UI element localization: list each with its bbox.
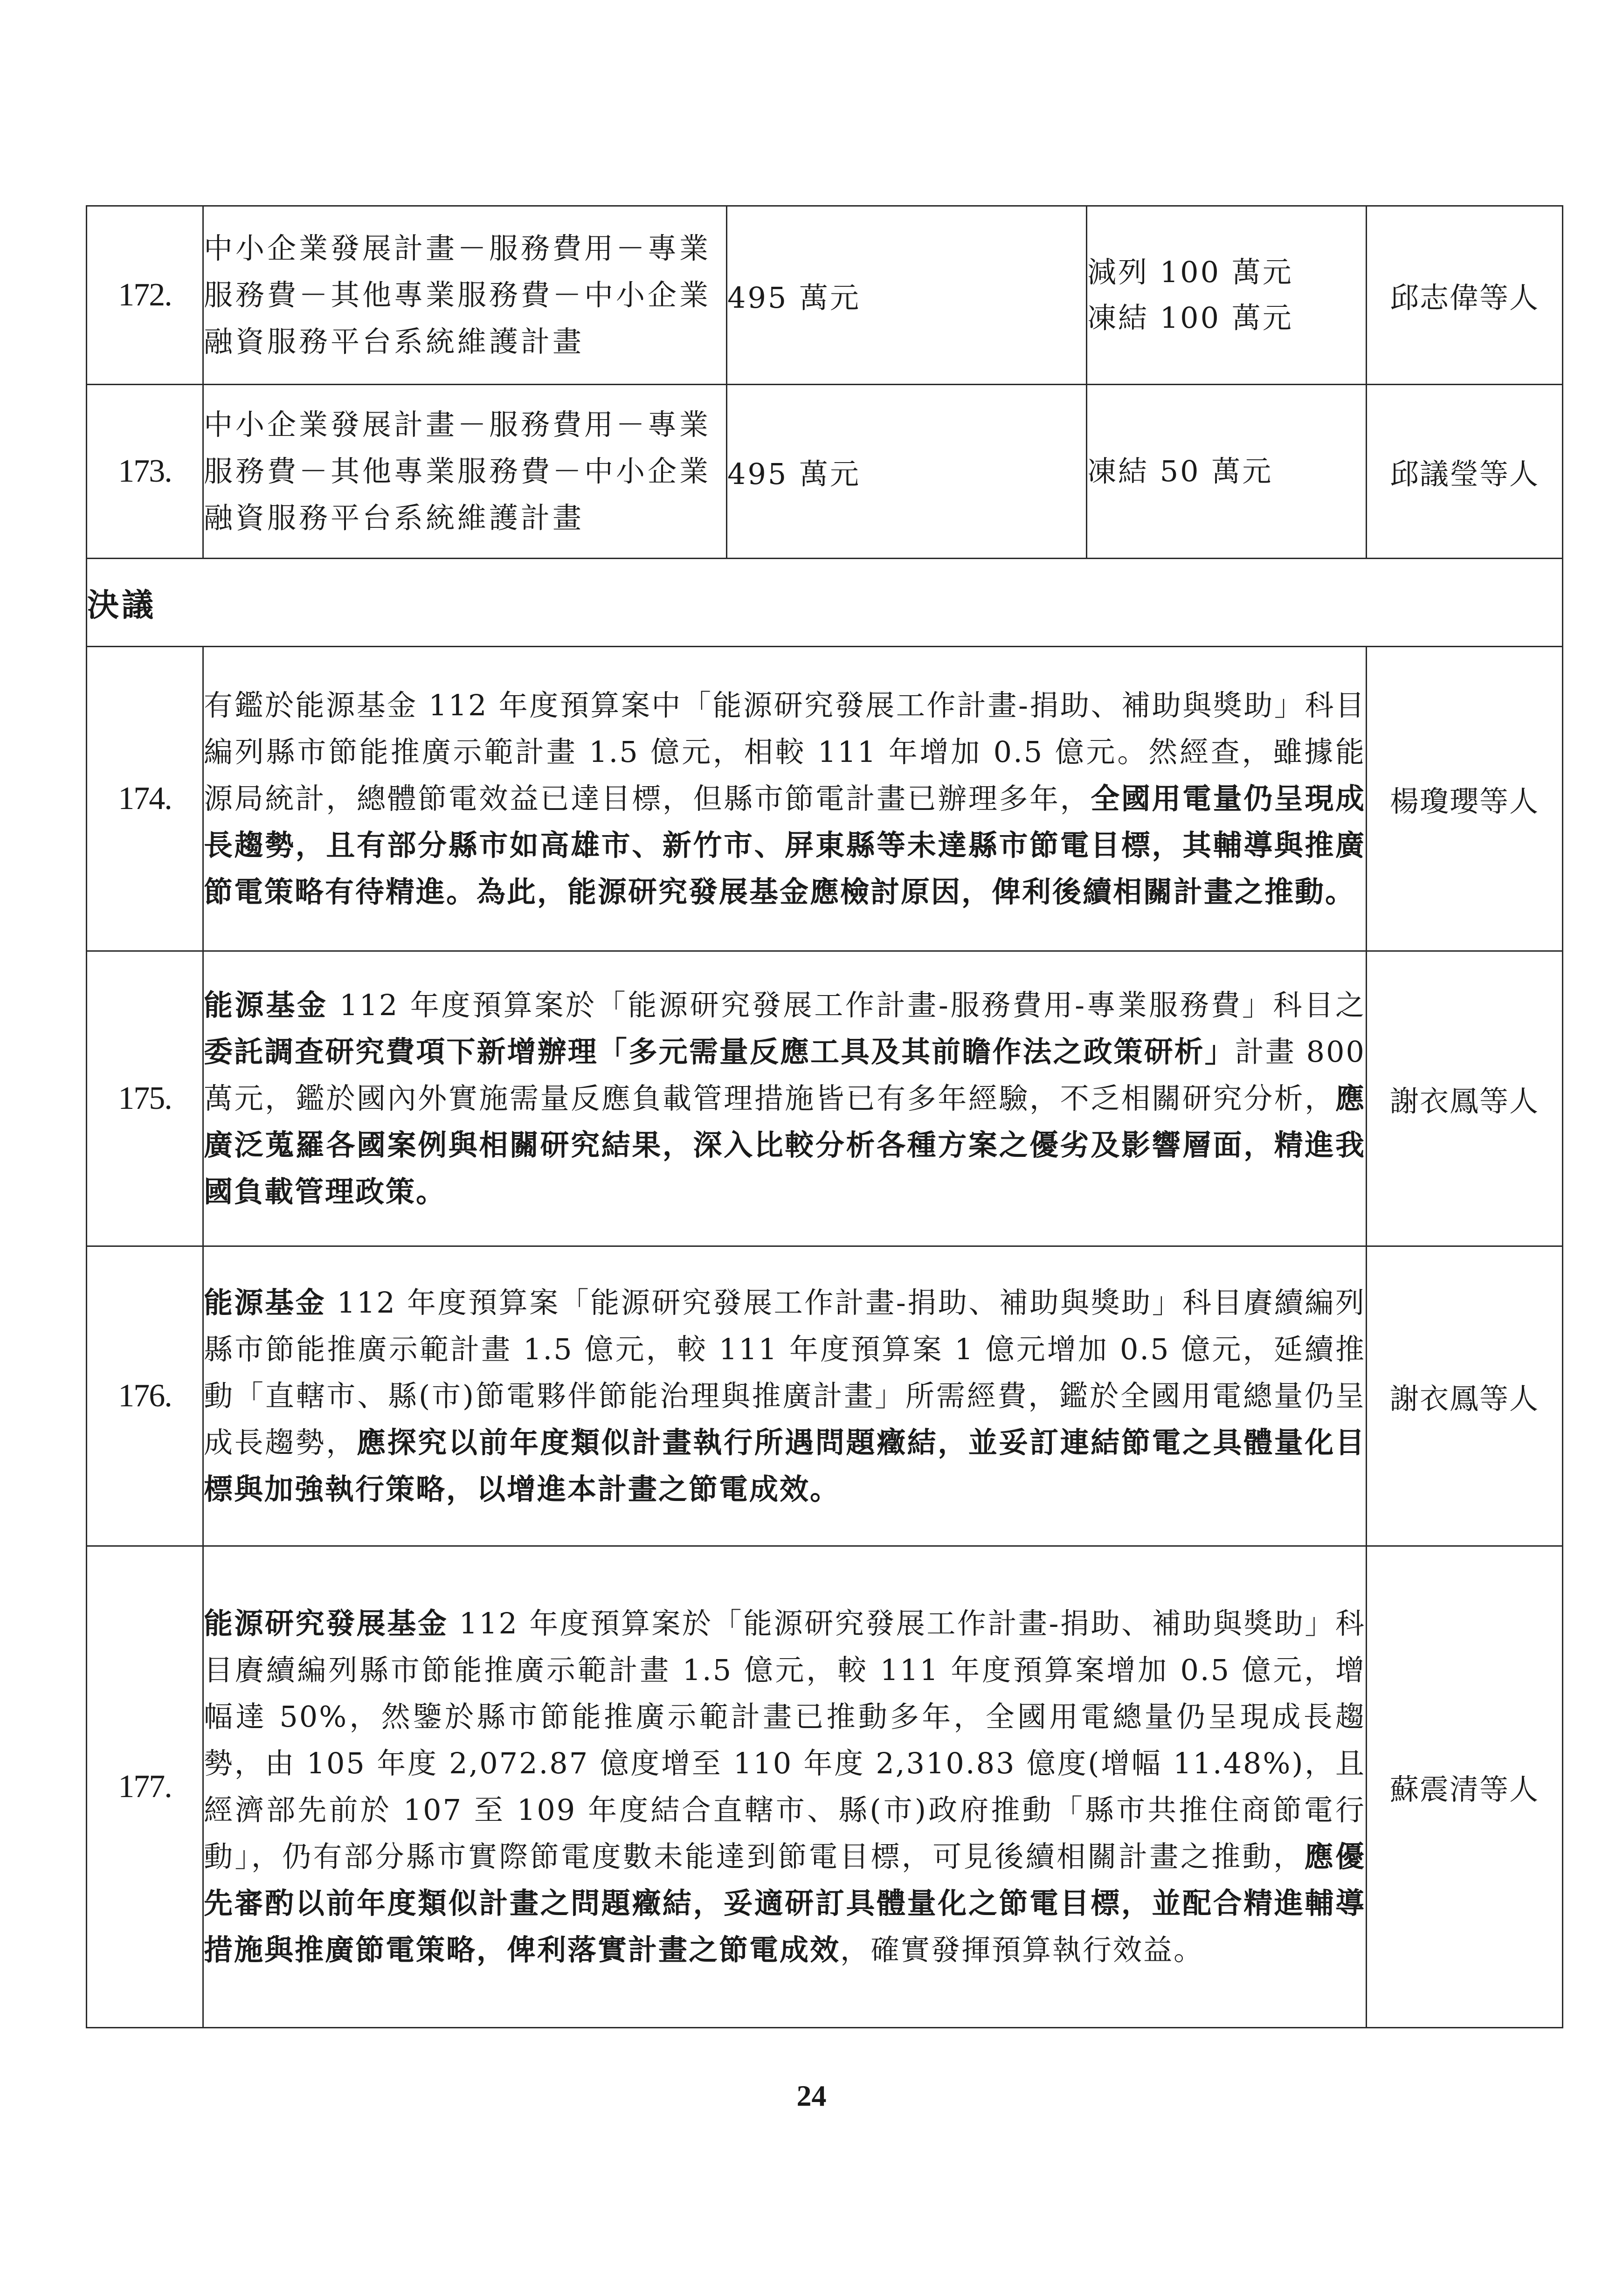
adjustment-action: 凍結 100 萬元: [1087, 301, 1293, 335]
row-number: 174.: [87, 647, 203, 951]
body-text: ，確實發揮預算執行效益。: [840, 1933, 1204, 1967]
emphasized-text: 委託調查研究費項下新增辦理「多元需量反應工具及其前瞻作法之政策研析」: [204, 1035, 1235, 1069]
table-row: [87, 385, 1563, 559]
resolution-row: [87, 647, 1563, 951]
body-text: 計畫 800 萬元，鑑於國內外實施需量反應負載管理措施皆已有多年經驗，不乏相關研究分析，: [204, 1035, 1366, 1115]
proposer: 謝衣鳳等人: [1367, 951, 1563, 1246]
page-number: 24: [796, 2079, 827, 2112]
emphasized-text: 全國用電量仍呈現成長趨勢，且有部分縣市如高雄市、新竹市、屏東縣等未達縣市節電目標，其輔導與推廣節電策略有待精進。為此，能源研究發展基金應檢討原因，俾利後續相關計畫之推動。: [204, 781, 1366, 909]
row-number: 175.: [87, 951, 203, 1246]
adjustment-cell: [1087, 385, 1367, 559]
body-text: 112 年度預算案於「能源研究發展工作計畫-服務費用-專業服務費」科目之: [328, 988, 1366, 1022]
emphasized-text: 應優先審酌以前年度類似計畫之問題癥結，妥適研訂具體量化之節電目標，並配合精進輔導措施與推廣節電策略，俾利落實計畫之節電成效: [204, 1840, 1366, 1967]
row-number: 172.: [87, 206, 203, 385]
budget-item: 中小企業發展計畫－服務費用－專業服務費－其他專業服務費－中小企業融資服務平台系統維護計畫: [203, 206, 727, 385]
resolution-row: [87, 951, 1563, 1246]
resolution-text: [203, 951, 1367, 1246]
budget-resolution-table: [86, 205, 1563, 2028]
budget-amount: 495 萬元: [727, 206, 1087, 385]
body-text: 112 年度預算案「能源研究發展工作計畫-捐助、補助與獎助」科目賡續編列縣市節能推廣示範計畫 1.5 億元，較 111 年度預算案 1 億元增加 0.5 億元，延續推動「直轄市、縣(市)節電夥伴節能治理與推廣計畫」所需經費，鑑於全國用電總量仍呈成長趨勢，: [204, 1286, 1366, 1459]
section-title: 決議: [87, 559, 1563, 647]
resolution-text: [203, 1246, 1367, 1546]
section-row: [87, 559, 1563, 647]
emphasized-text: 能源基金: [204, 988, 328, 1022]
proposer: 謝衣鳳等人: [1367, 1246, 1563, 1546]
proposer: 邱志偉等人: [1367, 206, 1563, 385]
proposer: 邱議瑩等人: [1367, 385, 1563, 559]
emphasized-text: 能源基金: [204, 1286, 326, 1320]
proposer: 楊瓊瓔等人: [1367, 647, 1563, 951]
resolution-text: [203, 1546, 1367, 2028]
body-text: 112 年度預算案於「能源研究發展工作計畫-捐助、補助與獎助」科目賡續編列縣市節能推廣示範計畫 1.5 億元，較 111 年度預算案增加 0.5 億元，增幅達 50%，然鑒於縣市節能推廣示範計畫已推動多年，全國用電總量仍呈現成長趨勢，由 105 年度 2,072.87 億度增至 110 年度 2,310.83 億度(增幅 11.48%)，且經濟部先前於 107 至 109 年度結合直轄市、縣(市)政府推動「縣市共推住商節電行動」，仍有部分縣市實際節電度數未能達到節電目標，可見後續相關計畫之推動，: [204, 1606, 1366, 1874]
resolution-row: [87, 1546, 1563, 2028]
budget-amount: 495 萬元: [727, 385, 1087, 559]
resolution-text: [203, 647, 1367, 951]
proposer: 蘇震清等人: [1367, 1546, 1563, 2028]
row-number: 173.: [87, 385, 203, 559]
table-row: [87, 206, 1563, 385]
adjustment-action: 凍結 50 萬元: [1087, 454, 1273, 488]
row-number: 176.: [87, 1246, 203, 1546]
adjustment-cell: [1087, 206, 1367, 385]
body-text: 有鑑於能源基金 112 年度預算案中「能源研究發展工作計畫-捐助、補助與獎助」科目編列縣市節能推廣示範計畫 1.5 億元，相較 111 年增加 0.5 億元。然經查，雖據能源局統計，總體節電效益已達目標，但縣市節電計畫已辦理多年，: [204, 688, 1366, 816]
budget-item: 中小企業發展計畫－服務費用－專業服務費－其他專業服務費－中小企業融資服務平台系統維護計畫: [203, 385, 727, 559]
adjustment-action: 減列 100 萬元: [1087, 255, 1293, 289]
emphasized-text: 能源研究發展基金: [204, 1606, 449, 1640]
resolution-row: [87, 1246, 1563, 1546]
emphasized-text: 應探究以前年度類似計畫執行所遇問題癥結，並妥訂連結節電之具體量化目標與加強執行策略，以增進本計畫之節電成效。: [204, 1425, 1366, 1506]
row-number: 177.: [87, 1546, 203, 2028]
emphasized-text: 應廣泛蒐羅各國案例與相關研究結果，深入比較分析各種方案之優劣及影響層面，精進我國負載管理政策。: [204, 1081, 1366, 1209]
